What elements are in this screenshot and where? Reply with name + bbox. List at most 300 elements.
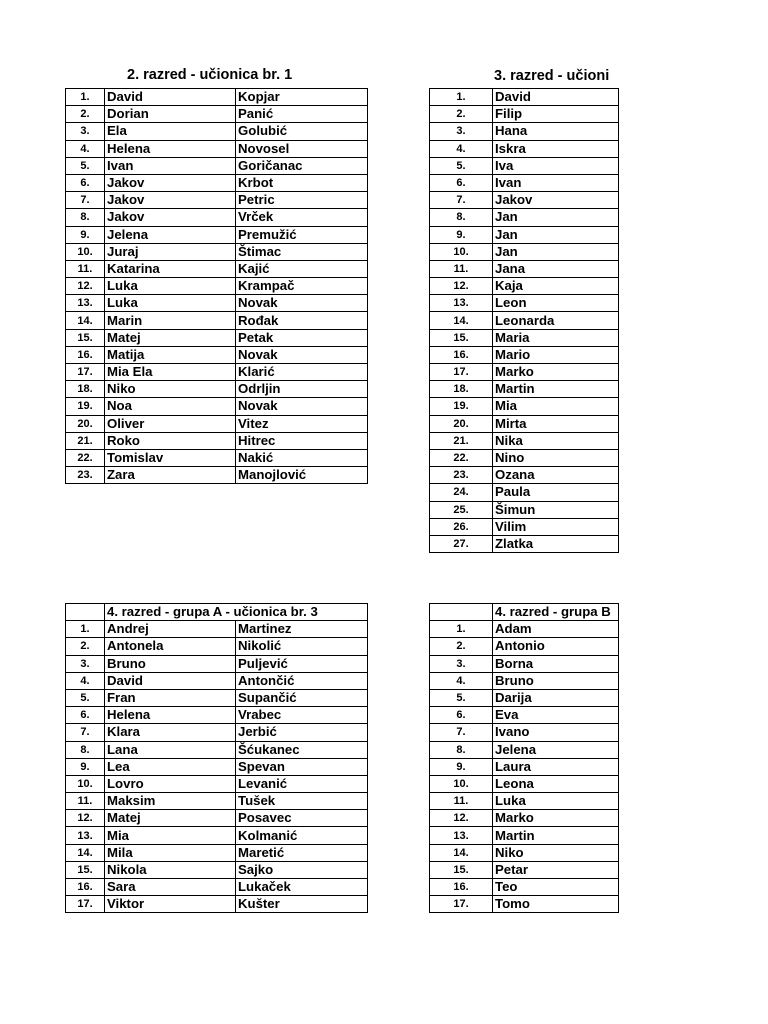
table-row <box>66 157 368 174</box>
class4a-title: 4. razred - grupa A - učionica br. 3 <box>105 604 368 621</box>
first-name-cell: Eva <box>493 707 619 724</box>
first-name-cell: Ela <box>105 123 236 140</box>
last-name-cell: Novak <box>236 398 368 415</box>
row-number: 11. <box>66 260 105 277</box>
row-number: 10. <box>430 775 493 792</box>
row-number: 19. <box>430 398 493 415</box>
table-row <box>430 879 619 896</box>
last-name-cell: Golubić <box>236 123 368 140</box>
row-number: 11. <box>430 793 493 810</box>
row-number: 24. <box>430 484 493 501</box>
row-number: 1. <box>66 89 105 106</box>
row-number: 5. <box>430 157 493 174</box>
first-name-cell: Marin <box>105 312 236 329</box>
last-name-cell: Kušter <box>236 896 368 913</box>
row-number: 1. <box>430 89 493 106</box>
table-row <box>430 312 619 329</box>
table-row <box>430 415 619 432</box>
last-name-cell: Petric <box>236 192 368 209</box>
first-name-cell: Adam <box>493 621 619 638</box>
first-name-cell: Jana <box>493 260 619 277</box>
first-name-cell: Bruno <box>493 672 619 689</box>
row-number: 18. <box>66 381 105 398</box>
first-name-cell: Hana <box>493 123 619 140</box>
last-name-cell: Lukaček <box>236 879 368 896</box>
row-number: 22. <box>430 449 493 466</box>
class4a-header-row <box>66 604 368 621</box>
row-number: 20. <box>430 415 493 432</box>
row-number: 25. <box>430 501 493 518</box>
table-row <box>430 329 619 346</box>
table-row <box>66 879 368 896</box>
first-name-cell: Leon <box>493 295 619 312</box>
table-row <box>430 174 619 191</box>
table-row <box>66 432 368 449</box>
row-number: 3. <box>66 123 105 140</box>
row-number: 6. <box>430 707 493 724</box>
row-number: 12. <box>430 810 493 827</box>
table-row <box>66 810 368 827</box>
row-number: 6. <box>66 707 105 724</box>
first-name-cell: Jelena <box>105 226 236 243</box>
table-row <box>430 707 619 724</box>
row-number: 18. <box>430 381 493 398</box>
first-name-cell: Marko <box>493 364 619 381</box>
table-row <box>430 827 619 844</box>
first-name-cell: Antonio <box>493 638 619 655</box>
first-name-cell: Katarina <box>105 260 236 277</box>
table-row <box>430 467 619 484</box>
row-number: 14. <box>430 312 493 329</box>
table-row <box>430 226 619 243</box>
first-name-cell: Matej <box>105 329 236 346</box>
row-number: 1. <box>66 621 105 638</box>
first-name-cell: Klara <box>105 724 236 741</box>
table-row <box>430 501 619 518</box>
row-number: 9. <box>66 226 105 243</box>
row-number: 5. <box>430 689 493 706</box>
table-row <box>66 174 368 191</box>
table-row <box>430 672 619 689</box>
table-row <box>66 896 368 913</box>
table-row <box>430 192 619 209</box>
table-row <box>66 140 368 157</box>
first-name-cell: Niko <box>105 381 236 398</box>
table-row <box>430 741 619 758</box>
table-row <box>430 621 619 638</box>
first-name-cell: David <box>105 672 236 689</box>
first-name-cell: Jakov <box>105 209 236 226</box>
row-number: 4. <box>66 140 105 157</box>
first-name-cell: David <box>105 89 236 106</box>
last-name-cell: Maretić <box>236 844 368 861</box>
last-name-cell: Šćukanec <box>236 741 368 758</box>
class3-table <box>429 88 619 553</box>
first-name-cell: Oliver <box>105 415 236 432</box>
last-name-cell: Posavec <box>236 810 368 827</box>
table-row <box>66 707 368 724</box>
table-row <box>430 449 619 466</box>
table-row <box>430 775 619 792</box>
first-name-cell: Laura <box>493 758 619 775</box>
table-row <box>66 398 368 415</box>
row-number: 3. <box>430 123 493 140</box>
row-number: 11. <box>430 260 493 277</box>
row-number: 23. <box>66 467 105 484</box>
first-name-cell: Luka <box>493 793 619 810</box>
row-number: 10. <box>66 775 105 792</box>
row-number: 6. <box>66 174 105 191</box>
last-name-cell: Vrabec <box>236 707 368 724</box>
table-row <box>430 157 619 174</box>
first-name-cell: Zlatka <box>493 535 619 552</box>
first-name-cell: Nika <box>493 432 619 449</box>
first-name-cell: Luka <box>105 295 236 312</box>
last-name-cell: Novosel <box>236 140 368 157</box>
last-name-cell: Antončić <box>236 672 368 689</box>
table-row <box>66 346 368 363</box>
last-name-cell: Sajko <box>236 861 368 878</box>
last-name-cell: Premužić <box>236 226 368 243</box>
first-name-cell: Luka <box>105 278 236 295</box>
table-row <box>430 260 619 277</box>
class4b-title: 4. razred - grupa B <box>493 604 619 621</box>
table-row <box>66 381 368 398</box>
row-number: 17. <box>430 896 493 913</box>
row-number: 22. <box>66 449 105 466</box>
first-name-cell: Niko <box>493 844 619 861</box>
table-row <box>66 467 368 484</box>
first-name-cell: Mia <box>105 827 236 844</box>
row-number: 7. <box>66 724 105 741</box>
table-row <box>66 295 368 312</box>
first-name-cell: Ozana <box>493 467 619 484</box>
table-row <box>66 364 368 381</box>
last-name-cell: Manojlović <box>236 467 368 484</box>
first-name-cell: Roko <box>105 432 236 449</box>
table-row <box>66 861 368 878</box>
first-name-cell: Maria <box>493 329 619 346</box>
row-number: 14. <box>430 844 493 861</box>
first-name-cell: Šimun <box>493 501 619 518</box>
table-row <box>430 758 619 775</box>
table-row <box>430 123 619 140</box>
first-name-cell: Martin <box>493 827 619 844</box>
row-number: 15. <box>66 861 105 878</box>
last-name-cell: Jerbić <box>236 724 368 741</box>
table-row <box>66 672 368 689</box>
first-name-cell: Nikola <box>105 861 236 878</box>
row-number: 11. <box>66 793 105 810</box>
first-name-cell: Nino <box>493 449 619 466</box>
row-number: 21. <box>66 432 105 449</box>
row-number: 2. <box>66 638 105 655</box>
header-blank-cell <box>66 604 105 621</box>
first-name-cell: Bruno <box>105 655 236 672</box>
table-row <box>66 827 368 844</box>
table-row <box>430 724 619 741</box>
row-number: 15. <box>430 861 493 878</box>
row-number: 16. <box>66 879 105 896</box>
table-row <box>430 381 619 398</box>
last-name-cell: Novak <box>236 346 368 363</box>
table-row <box>66 226 368 243</box>
first-name-cell: Darija <box>493 689 619 706</box>
row-number: 4. <box>430 140 493 157</box>
row-number: 17. <box>430 364 493 381</box>
first-name-cell: Mila <box>105 844 236 861</box>
first-name-cell: Mirta <box>493 415 619 432</box>
last-name-cell: Hitrec <box>236 432 368 449</box>
first-name-cell: David <box>493 89 619 106</box>
row-number: 14. <box>66 844 105 861</box>
first-name-cell: Viktor <box>105 896 236 913</box>
row-number: 15. <box>430 329 493 346</box>
first-name-cell: Petar <box>493 861 619 878</box>
row-number: 15. <box>66 329 105 346</box>
row-number: 5. <box>66 689 105 706</box>
first-name-cell: Jan <box>493 209 619 226</box>
table-row <box>430 243 619 260</box>
first-name-cell: Leona <box>493 775 619 792</box>
first-name-cell: Tomislav <box>105 449 236 466</box>
table-row <box>430 844 619 861</box>
row-number: 4. <box>66 672 105 689</box>
table-row <box>66 449 368 466</box>
last-name-cell: Kopjar <box>236 89 368 106</box>
last-name-cell: Levanić <box>236 775 368 792</box>
table-row <box>430 861 619 878</box>
table-row <box>66 192 368 209</box>
first-name-cell: Tomo <box>493 896 619 913</box>
first-name-cell: Dorian <box>105 106 236 123</box>
last-name-cell: Spevan <box>236 758 368 775</box>
table-row <box>66 793 368 810</box>
last-name-cell: Nakić <box>236 449 368 466</box>
table-row <box>430 518 619 535</box>
table-row <box>430 89 619 106</box>
table-row <box>66 844 368 861</box>
first-name-cell: Leonarda <box>493 312 619 329</box>
row-number: 26. <box>430 518 493 535</box>
row-number: 1. <box>430 621 493 638</box>
first-name-cell: Sara <box>105 879 236 896</box>
table-row <box>430 484 619 501</box>
last-name-cell: Kolmanić <box>236 827 368 844</box>
row-number: 12. <box>430 278 493 295</box>
first-name-cell: Lovro <box>105 775 236 792</box>
table-row <box>66 775 368 792</box>
table-row <box>430 398 619 415</box>
first-name-cell: Jakov <box>493 192 619 209</box>
row-number: 16. <box>430 346 493 363</box>
table-row <box>430 896 619 913</box>
first-name-cell: Teo <box>493 879 619 896</box>
table-row <box>430 432 619 449</box>
row-number: 3. <box>66 655 105 672</box>
row-number: 27. <box>430 535 493 552</box>
table-row <box>66 758 368 775</box>
row-number: 2. <box>66 106 105 123</box>
row-number: 13. <box>66 827 105 844</box>
row-number: 8. <box>66 209 105 226</box>
table-row <box>66 209 368 226</box>
first-name-cell: Mario <box>493 346 619 363</box>
row-number: 9. <box>430 226 493 243</box>
first-name-cell: Kaja <box>493 278 619 295</box>
first-name-cell: Maksim <box>105 793 236 810</box>
first-name-cell: Martin <box>493 381 619 398</box>
first-name-cell: Andrej <box>105 621 236 638</box>
row-number: 21. <box>430 432 493 449</box>
row-number: 2. <box>430 106 493 123</box>
first-name-cell: Paula <box>493 484 619 501</box>
row-number: 10. <box>430 243 493 260</box>
row-number: 13. <box>66 295 105 312</box>
table-row <box>430 810 619 827</box>
last-name-cell: Vitez <box>236 415 368 432</box>
last-name-cell: Krampač <box>236 278 368 295</box>
table-row <box>66 655 368 672</box>
table-row <box>66 689 368 706</box>
row-number: 20. <box>66 415 105 432</box>
row-number: 16. <box>430 879 493 896</box>
table-row <box>430 689 619 706</box>
table-row <box>66 621 368 638</box>
table-row <box>66 106 368 123</box>
class2-title: 2. razred - učionica br. 1 <box>127 67 293 83</box>
table-row <box>66 415 368 432</box>
row-number: 7. <box>66 192 105 209</box>
first-name-cell: Ivano <box>493 724 619 741</box>
first-name-cell: Iva <box>493 157 619 174</box>
first-name-cell: Mia Ela <box>105 364 236 381</box>
row-number: 6. <box>430 174 493 191</box>
table-row <box>66 89 368 106</box>
row-number: 4. <box>430 672 493 689</box>
first-name-cell: Iskra <box>493 140 619 157</box>
table-row <box>430 364 619 381</box>
last-name-cell: Panić <box>236 106 368 123</box>
table-row <box>66 123 368 140</box>
first-name-cell: Ivan <box>493 174 619 191</box>
row-number: 3. <box>430 655 493 672</box>
row-number: 8. <box>430 741 493 758</box>
table-row <box>430 278 619 295</box>
last-name-cell: Novak <box>236 295 368 312</box>
last-name-cell: Štimac <box>236 243 368 260</box>
row-number: 23. <box>430 467 493 484</box>
row-number: 7. <box>430 724 493 741</box>
table-row <box>66 260 368 277</box>
class3-title: 3. razred - učioni <box>494 68 610 84</box>
table-row <box>430 295 619 312</box>
first-name-cell: Lea <box>105 758 236 775</box>
first-name-cell: Marko <box>493 810 619 827</box>
first-name-cell: Mia <box>493 398 619 415</box>
class2-table <box>65 88 368 484</box>
first-name-cell: Matej <box>105 810 236 827</box>
row-number: 8. <box>66 741 105 758</box>
table-row <box>66 278 368 295</box>
row-number: 12. <box>66 278 105 295</box>
header-blank-cell <box>430 604 493 621</box>
first-name-cell: Helena <box>105 707 236 724</box>
last-name-cell: Klarić <box>236 364 368 381</box>
first-name-cell: Jan <box>493 226 619 243</box>
last-name-cell: Martinez <box>236 621 368 638</box>
first-name-cell: Matija <box>105 346 236 363</box>
table-row <box>430 209 619 226</box>
table-row <box>66 638 368 655</box>
row-number: 19. <box>66 398 105 415</box>
table-row <box>66 243 368 260</box>
first-name-cell: Vilim <box>493 518 619 535</box>
first-name-cell: Jakov <box>105 174 236 191</box>
table-row <box>430 106 619 123</box>
last-name-cell: Petak <box>236 329 368 346</box>
class4b-table <box>429 603 619 913</box>
row-number: 17. <box>66 896 105 913</box>
first-name-cell: Filip <box>493 106 619 123</box>
row-number: 16. <box>66 346 105 363</box>
table-row <box>430 346 619 363</box>
row-number: 13. <box>430 827 493 844</box>
first-name-cell: Borna <box>493 655 619 672</box>
row-number: 17. <box>66 364 105 381</box>
first-name-cell: Jan <box>493 243 619 260</box>
last-name-cell: Puljević <box>236 655 368 672</box>
table-row <box>66 329 368 346</box>
table-row <box>430 793 619 810</box>
first-name-cell: Helena <box>105 140 236 157</box>
row-number: 12. <box>66 810 105 827</box>
last-name-cell: Tušek <box>236 793 368 810</box>
first-name-cell: Juraj <box>105 243 236 260</box>
last-name-cell: Goričanac <box>236 157 368 174</box>
row-number: 9. <box>66 758 105 775</box>
first-name-cell: Antonela <box>105 638 236 655</box>
last-name-cell: Rođak <box>236 312 368 329</box>
row-number: 8. <box>430 209 493 226</box>
class4b-header-row <box>430 604 619 621</box>
row-number: 10. <box>66 243 105 260</box>
table-row <box>430 655 619 672</box>
last-name-cell: Krbot <box>236 174 368 191</box>
last-name-cell: Nikolić <box>236 638 368 655</box>
first-name-cell: Zara <box>105 467 236 484</box>
table-row <box>66 724 368 741</box>
table-row <box>430 535 619 552</box>
table-row <box>430 638 619 655</box>
row-number: 2. <box>430 638 493 655</box>
first-name-cell: Lana <box>105 741 236 758</box>
table-row <box>430 140 619 157</box>
first-name-cell: Ivan <box>105 157 236 174</box>
row-number: 13. <box>430 295 493 312</box>
first-name-cell: Fran <box>105 689 236 706</box>
last-name-cell: Supančić <box>236 689 368 706</box>
row-number: 9. <box>430 758 493 775</box>
first-name-cell: Noa <box>105 398 236 415</box>
first-name-cell: Jakov <box>105 192 236 209</box>
table-row <box>66 312 368 329</box>
row-number: 5. <box>66 157 105 174</box>
last-name-cell: Kajić <box>236 260 368 277</box>
last-name-cell: Vrček <box>236 209 368 226</box>
row-number: 7. <box>430 192 493 209</box>
table-row <box>66 741 368 758</box>
